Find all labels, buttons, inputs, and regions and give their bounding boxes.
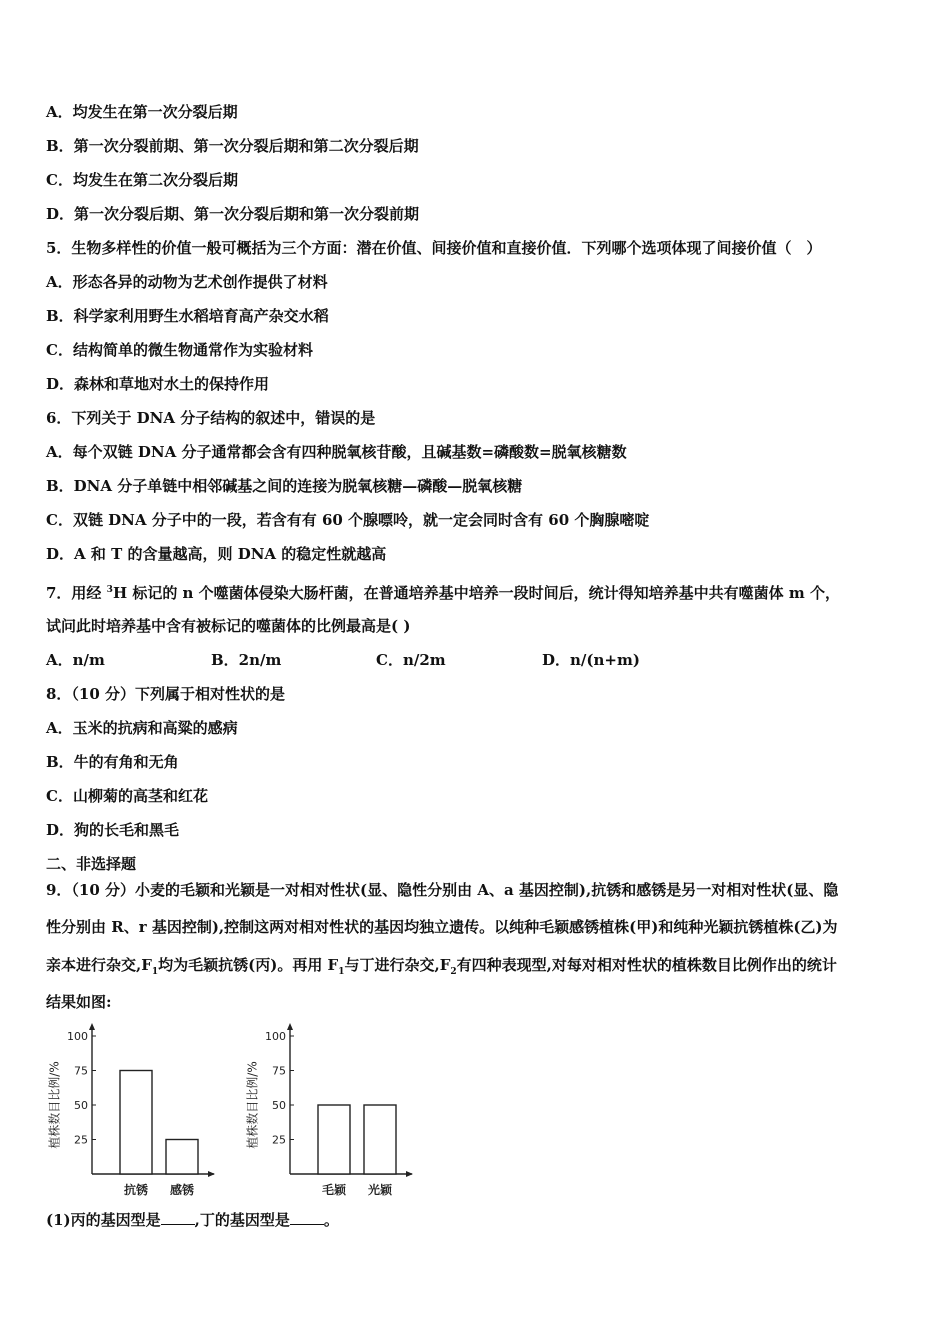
chart-glume <box>244 1022 424 1200</box>
q7-option-b: B．2n/m <box>211 651 282 669</box>
y-tick-label: 75 <box>74 1064 88 1078</box>
chart-rust-svg <box>46 1022 226 1200</box>
q9-subscript-3: 2 <box>450 967 457 977</box>
q5-option-d: D．森林和草地对水土的保持作用 <box>46 375 270 393</box>
q6-option-b: B．DNA 分子单链中相邻碱基之间的连接为脱氧核糖—磷酸—脱氧核糖 <box>46 477 523 495</box>
q4-option-c: C．均发生在第二次分裂后期 <box>46 171 238 189</box>
q9-sub1-part-c: 。 <box>323 1211 339 1229</box>
q9-subscript-2: 1 <box>338 967 345 977</box>
y-tick-label: 100 <box>265 1030 286 1043</box>
chart-glume-svg <box>244 1022 424 1200</box>
answer-blank-2[interactable] <box>290 1210 324 1225</box>
x-tick-label: 抗锈 <box>123 1183 149 1197</box>
q8-option-c: C．山柳菊的高茎和红花 <box>46 787 208 805</box>
q7-option-a: A．n/m <box>46 651 105 669</box>
x-axis-arrow <box>208 1171 215 1177</box>
q9-subscript-1: 1 <box>151 967 159 977</box>
q7-superscript: 3 <box>106 585 113 595</box>
q5-option-b: B．科学家利用野生水稻培育高产杂交水稻 <box>46 307 329 325</box>
bar <box>166 1140 198 1175</box>
q8-stem: 8．（10 分）下列属于相对性状的是 <box>46 685 286 703</box>
y-tick-label: 25 <box>272 1133 286 1147</box>
q7-stem-part-a: 7．用经 <box>46 584 107 602</box>
q9-line3-a: 亲本进行杂交,F <box>46 956 152 974</box>
chart-rust-resistance <box>46 1022 226 1200</box>
q8-option-b: B．牛的有角和无角 <box>46 753 179 771</box>
q6-stem: 6．下列关于 DNA 分子结构的叙述中，错误的是 <box>46 409 376 427</box>
section-title: 二、非选择题 <box>46 855 137 873</box>
q9-line3-b: 均为毛颖抗锈(丙)。再用 F <box>158 956 339 974</box>
q8-option-a: A．玉米的抗病和高粱的感病 <box>46 719 238 737</box>
x-tick-label: 感锈 <box>169 1183 195 1197</box>
bar <box>318 1105 350 1174</box>
q9-line3 <box>46 955 906 982</box>
q6-option-c: C．双链 DNA 分子中的一段，若含有有 60 个腺嘌呤，就一定会同时含有 60 个胸腺嘧啶 <box>46 511 650 529</box>
q9-subquestion-1 <box>46 1210 339 1230</box>
q9-line3-d: 有四种表现型,对每对相对性状的植株数目比例作出的统计 <box>456 956 837 974</box>
q7-option-c: C．n/2m <box>376 651 446 669</box>
bar <box>364 1105 396 1174</box>
q5-option-a: A．形态各异的动物为艺术创作提供了材料 <box>46 273 328 291</box>
x-tick-label: 光颖 <box>367 1183 393 1197</box>
q7-stem-line1 <box>46 580 840 603</box>
q8-option-d: D．狗的长毛和黑毛 <box>46 821 180 839</box>
q9-line4: 结果如图: <box>46 993 112 1011</box>
q5-stem: 5．生物多样性的价值一般可概括为三个方面：潜在价值、间接价值和直接价值．下列哪个选项体现了间接价值（ ） <box>46 239 822 257</box>
y-tick-label: 50 <box>74 1099 88 1112</box>
q9-line2: 性分别由 R、r 基因控制),控制这两对相对性状的基因均独立遗传。以纯种毛颖感锈植株(甲)和纯种光颖抗锈植株(乙)为 <box>46 918 838 936</box>
x-tick-label: 毛颖 <box>321 1183 347 1197</box>
q9-line3-c: 与丁进行杂交,F <box>344 956 451 974</box>
y-axis-label: 植株数目比例/% <box>47 1061 62 1149</box>
y-tick-label: 75 <box>272 1064 286 1078</box>
q9-sub1-part-b: ,丁的基因型是 <box>194 1211 290 1229</box>
q7-stem-part-b: H 标记的 n 个噬菌体侵染大肠杆菌，在普通培养基中培养一段时间后，统计得知培养基中共有噬菌体 m 个， <box>112 584 841 602</box>
y-axis-arrow <box>89 1023 95 1030</box>
y-tick-label: 50 <box>272 1099 286 1112</box>
bar <box>120 1071 152 1175</box>
answer-blank-1[interactable] <box>161 1210 195 1225</box>
q5-option-c: C．结构简单的微生物通常作为实验材料 <box>46 341 313 359</box>
q7-option-d: D．n/(n+m) <box>542 651 640 669</box>
q4-option-b: B．第一次分裂前期、第一次分裂后期和第二次分裂后期 <box>46 137 419 155</box>
q4-option-d: D．第一次分裂后期、第一次分裂后期和第一次分裂前期 <box>46 205 420 223</box>
y-axis-label: 植株数目比例/% <box>245 1061 260 1149</box>
y-axis-arrow <box>287 1023 293 1030</box>
x-axis-arrow <box>406 1171 413 1177</box>
q6-option-a: A．每个双链 DNA 分子通常都会含有四种脱氧核苷酸，且碱基数=磷酸数=脱氧核糖数 <box>46 443 627 461</box>
y-tick-label: 25 <box>74 1133 88 1147</box>
q7-stem-line2: 试问此时培养基中含有被标记的噬菌体的比例最高是( ) <box>46 617 411 635</box>
q9-line1: 9．（10 分）小麦的毛颖和光颖是一对相对性状(显、隐性分别由 A、a 基因控制),抗锈和感锈是另一对相对性状(显、隐 <box>46 881 839 899</box>
q9-sub1-part-a: (1)丙的基因型是 <box>46 1211 161 1229</box>
q6-option-d: D．A 和 T 的含量越高，则 DNA 的稳定性就越高 <box>46 545 387 563</box>
q4-option-a: A．均发生在第一次分裂后期 <box>46 103 238 121</box>
y-tick-label: 100 <box>67 1030 88 1043</box>
